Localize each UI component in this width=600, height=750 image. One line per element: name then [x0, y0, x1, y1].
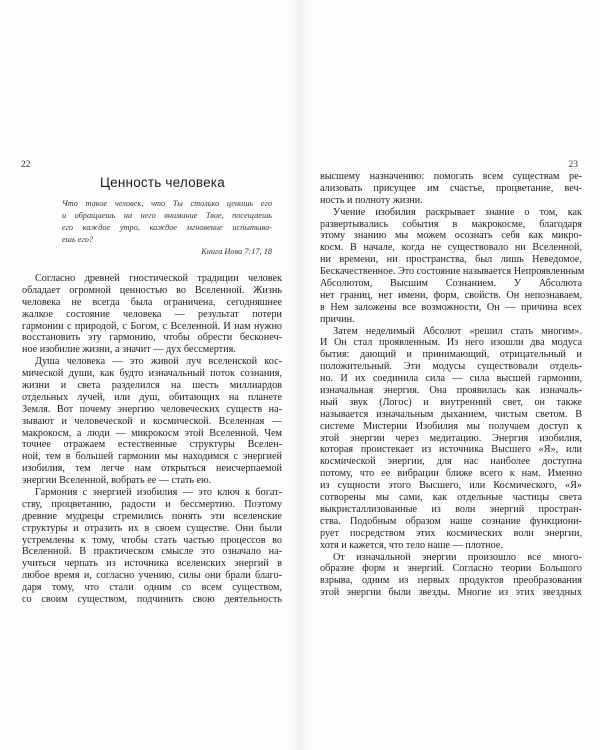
- text-line: структуры и отразить их в своем существе. Они были: [22, 522, 282, 534]
- epigraph-source: Книга Иова 7:17, 18: [201, 246, 272, 256]
- text-line: этому знанию мы можем осознать себя как микро-: [320, 230, 582, 242]
- text-line: ный звук (Логос) и внутренний свет, он также: [320, 396, 582, 408]
- epigraph-line: его каждое утро, каждое мгновение испытыва-: [62, 222, 272, 232]
- text-line: обладает огромной ценностью во Вселенной. Жизнь: [22, 284, 282, 296]
- text-line: ству, процветанию, радости и бессмертию. Поэтому: [22, 498, 282, 510]
- right-body-text: [320, 171, 585, 599]
- text-line: гармонии с природой, с Богом, с Вселенной. И нам нужно: [22, 320, 282, 332]
- text-line: ализовать присущее им счастье, процветание, веч-: [320, 182, 582, 194]
- text-line: этой энергии через медитацию. Энергия изобилия,: [320, 432, 582, 444]
- text-line: взрыва, одним из первых продуктов преобразования: [320, 575, 582, 587]
- page-number-left: 22: [21, 160, 31, 170]
- text-line: развертывались события в макрокосме, благодаря: [320, 218, 582, 230]
- text-line: любое время и, согласно учению, силы они брали благо-: [22, 570, 282, 582]
- text-line: И Он стал проявленным. Из него изошли два модуса: [320, 337, 582, 349]
- text-line: высшему назначению: помогать всем существам ре-: [320, 171, 582, 182]
- text-line: потому, что ее вибрации ближе всего к нам. Именно: [320, 468, 582, 480]
- page-number-right: 23: [568, 160, 578, 170]
- text-line: учиться черпать из источника вселенских энергий в: [22, 558, 282, 570]
- text-line: От изначальной энергии произошло все много-: [333, 551, 582, 563]
- text-line: устремлены к тому, чтобы стать частью процессов во: [22, 534, 282, 546]
- text-line: рует посредством этих космических волн энергии,: [320, 527, 582, 539]
- text-line: бытия: дающий и принимающий, отрицательный и: [320, 349, 582, 361]
- text-line: выкристаллизованные из волн энергий простран-: [320, 503, 582, 515]
- text-line: называется изначальным дыханием, чистым светом. В: [320, 408, 582, 420]
- text-line: изначальная энергия. Она проявилась как изначаль-: [320, 385, 582, 397]
- text-line: Абсолютом, Высшим Сознанием. У Абсолюта: [320, 278, 582, 290]
- text-line: мической души, как будто изначальный поток сознания,: [22, 368, 282, 380]
- epigraph-line: Что такое человек, что Ты столько ценишь его: [62, 199, 272, 208]
- text-line: со своим существом, подчинить свою деятельность: [22, 594, 282, 606]
- text-line: в Нем заложены все возможности, Он — причина всех: [320, 301, 582, 313]
- text-line: Вселенной. В практическом смысле это означало на-: [22, 546, 282, 558]
- text-line: ность и полноту жизни.: [320, 194, 423, 206]
- text-line: жалкое состояние человека — результат потери: [22, 308, 282, 320]
- text-line: изобилия, тем легче нам открыться неисчерпаемой: [22, 463, 282, 475]
- text-line: Затем неделимый Абсолют «решил стать многим».: [333, 325, 582, 337]
- text-line: восстановить эту гармонию, чтобы обрести бесконеч-: [22, 332, 282, 344]
- text-line: Земля. Вот почему энергию человеческих существ на-: [22, 403, 282, 415]
- text-line: Гармония с энергией изобилия — это ключ к богат-: [35, 487, 282, 499]
- text-line: из сущности этого Высшего, или Космического, «Я»: [320, 480, 582, 492]
- text-line: космической энергии, для нас наиболее доступна: [320, 456, 582, 468]
- text-line: ни времени, ни пространства, был лишь Неведомое,: [320, 254, 582, 266]
- text-line: нет границ, нет имени, форм, свойств. Он непознаваем,: [320, 289, 582, 301]
- text-line: энергии Вселенной, вобрать ее — стать ею.: [22, 475, 212, 487]
- text-line: ное изобилие жизни, а значит — дух бессмертия.: [22, 344, 236, 356]
- text-line: причин.: [320, 313, 355, 325]
- text-line: ной, тем в большей гармонии мы находимся с энергией: [22, 451, 282, 463]
- text-line: зывают и человеческой и космической. Вселенная —: [22, 415, 282, 427]
- text-line: древние мудрецы стремились понять эти вселенские: [22, 510, 282, 522]
- text-line: Согласно древней гностической традиции человек: [35, 273, 282, 284]
- text-line: Душа человека — это живой луч вселенской кос-: [35, 356, 282, 368]
- text-line: Бескачественное. Это состояние называется Непроявленным: [320, 266, 585, 278]
- text-line: косм. В начале, когда не существовало ни Вселенной,: [320, 242, 582, 254]
- text-line: хотя и кажется, что тело наше — плотное.: [320, 539, 503, 551]
- text-line: человека не всегда была ограничена, сегодняшнее: [22, 296, 282, 308]
- left-body-text: [22, 273, 282, 606]
- text-line: системе Мистерии Изобилия мы получаем доступ к: [320, 420, 582, 432]
- epigraph-line: ешь его?: [62, 234, 94, 244]
- text-line: точнее отражаем естественные структуры Вселен-: [22, 439, 282, 451]
- text-line: макрокосм, а люди — микрокосм этой Вселенной. Чем: [22, 427, 282, 439]
- text-line: ства. Подобным образом наше сознание функциони-: [320, 515, 582, 527]
- text-line: но. И их соединила сила — сила высшей гармонии,: [320, 373, 582, 385]
- text-line: жизни и света разделился на шесть миллиардов: [22, 380, 282, 392]
- epigraph: [62, 199, 272, 257]
- text-line: которая проистекает из источника Высшего «Я», или: [320, 444, 582, 456]
- text-line: Учение изобилия раскрывает знание о том, как: [333, 206, 582, 218]
- text-line: образие форм и энергий. Согласно теории Большого: [320, 563, 582, 575]
- epigraph-line: и обращаешь на него внимание Твое, посещаешь: [62, 210, 272, 220]
- text-line: сотворены мы сами, как отдельные частицы света: [320, 492, 582, 504]
- text-line: положительный. Эти модусы существовали отдель-: [320, 361, 582, 373]
- text-line: даря тому, что стали одним со всем существом,: [22, 582, 282, 594]
- chapter-title: Ценность человека: [100, 175, 225, 190]
- text-line: отдельных лучей, или душ, обитающих на планете: [22, 391, 282, 403]
- text-line: этой энергии были звезды. Многие из этих звездных: [320, 587, 582, 599]
